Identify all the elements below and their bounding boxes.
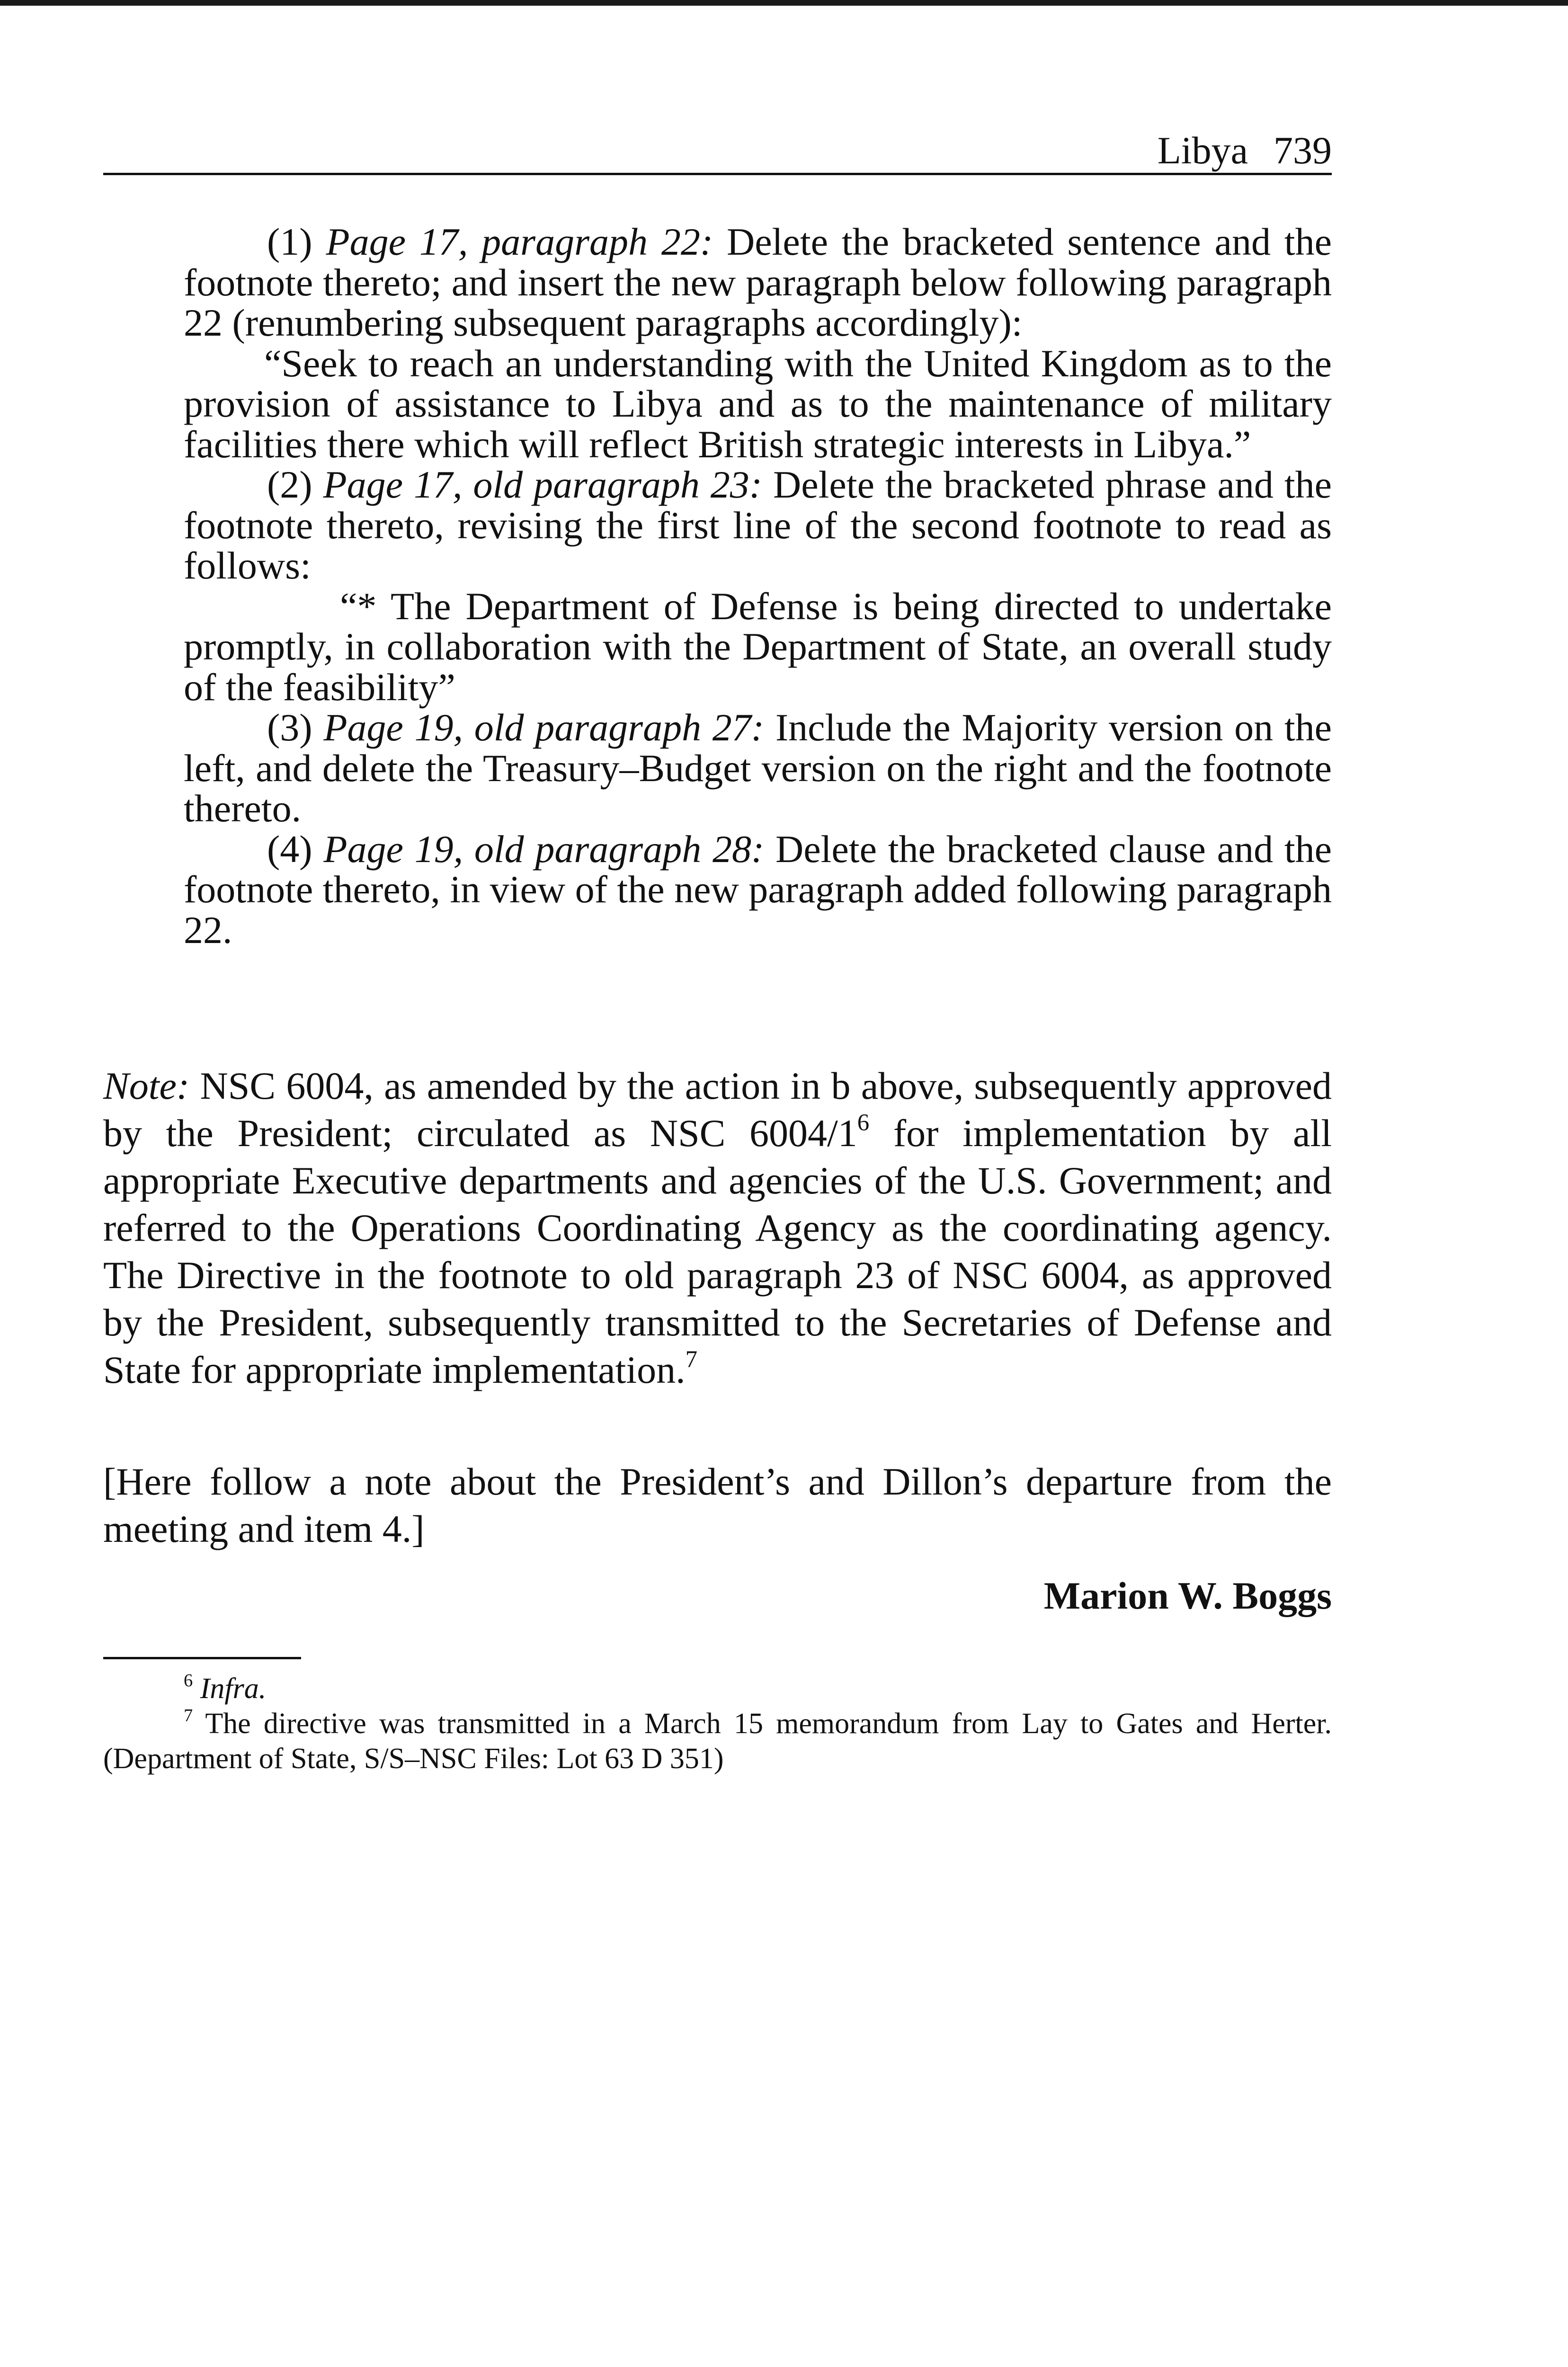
amendment-text: Delete the bracketed clause and the footnote thereto, in view of the new paragraph added following paragraph 22. (184, 827, 1332, 952)
bracketed-editorial-note (103, 1458, 1332, 1553)
footnote-number: 6 (184, 1671, 193, 1691)
note-label: Note: (103, 1064, 190, 1107)
amendment-reference: Page 17, old paragraph 23: (323, 463, 763, 506)
footnote-text: Infra. (200, 1673, 267, 1705)
amendment-number: (4) (267, 827, 312, 871)
inserted-paragraph-quote: “Seek to reach an understanding with the United Kingdom as to the provision of assistance to Libya and as to the maintenance of military facilities there which will reflect British strategic interests in Libya.” (184, 341, 1332, 466)
signature: Marion W. Boggs (1043, 1574, 1332, 1617)
amendment-text: Delete the bracketed sentence and the footnote thereto; and insert the new paragraph below following paragraph 22 (renumbering subsequent paragraphs accordingly): (184, 220, 1332, 344)
running-head (1158, 131, 1332, 170)
note-text-part-2: for implementation by all appropriate Executive departments and agencies of the U.S. Government; and referred to the Operations Coordinating Agency as the coordinating agency. The Directive in the footnote to old paragraph 23 of NSC 6004, as approved by the President, subsequently transmitted to the Secretaries of Defense and State for appropriate implementation. (103, 1112, 1332, 1391)
footnote-ref-6[interactable]: 6 (857, 1109, 870, 1136)
running-header (103, 121, 1332, 175)
running-head-title: Libya (1157, 129, 1248, 172)
revised-footnote-quote: “* The Department of Defense is being directed to undertake promptly, in collaboration with the Department of State, an overall study of the feasibility” (184, 584, 1332, 709)
amendments-list (103, 222, 1332, 950)
amendment-3 (103, 707, 1332, 829)
amendment-text: Include the Majority version on the left, and delete the Treasury–Budget version on the right and the footnote thereto. (184, 706, 1332, 830)
footnotes (103, 1671, 1332, 1776)
editorial-note (103, 1062, 1332, 1394)
amendment-1 (103, 222, 1332, 343)
footnote-number: 7 (184, 1706, 193, 1726)
bracket-note-text: [Here follow a note about the President’s and Dillon’s departure from the meeting and item 4.] (103, 1460, 1332, 1550)
page-top-edge (0, 0, 1568, 6)
note-text-part-1: NSC 6004, as amended by the action in b above, subsequently approved by the President; circulated as NSC 6004/1 (103, 1064, 1332, 1155)
amendment-reference: Page 19, old paragraph 28: (323, 827, 765, 871)
amendment-reference: Page 17, paragraph 22: (326, 220, 713, 263)
amendment-number: (2) (267, 463, 312, 506)
page-number: 739 (1274, 129, 1332, 172)
amendment-text: Delete the bracketed phrase and the footnote thereto, revising the first line of the second footnote to read as follows: (184, 463, 1332, 587)
note-paragraph (103, 1062, 1332, 1394)
amendment-4 (103, 829, 1332, 951)
footnote-7 (103, 1706, 1332, 1776)
amendment-reference: Page 19, old paragraph 27: (323, 706, 765, 749)
footnote-text: The directive was transmitted in a March 15 memorandum from Lay to Gates and Herter. (Department of State, S/S–NSC Files: Lot 63 D 351) (103, 1708, 1332, 1775)
footnote-divider (103, 1657, 301, 1659)
amendment-number: (1) (267, 220, 312, 263)
amendment-2 (103, 464, 1332, 586)
footnote-6 (103, 1671, 1332, 1706)
amendment-number: (3) (267, 706, 312, 749)
footnote-ref-7[interactable]: 7 (685, 1345, 698, 1372)
